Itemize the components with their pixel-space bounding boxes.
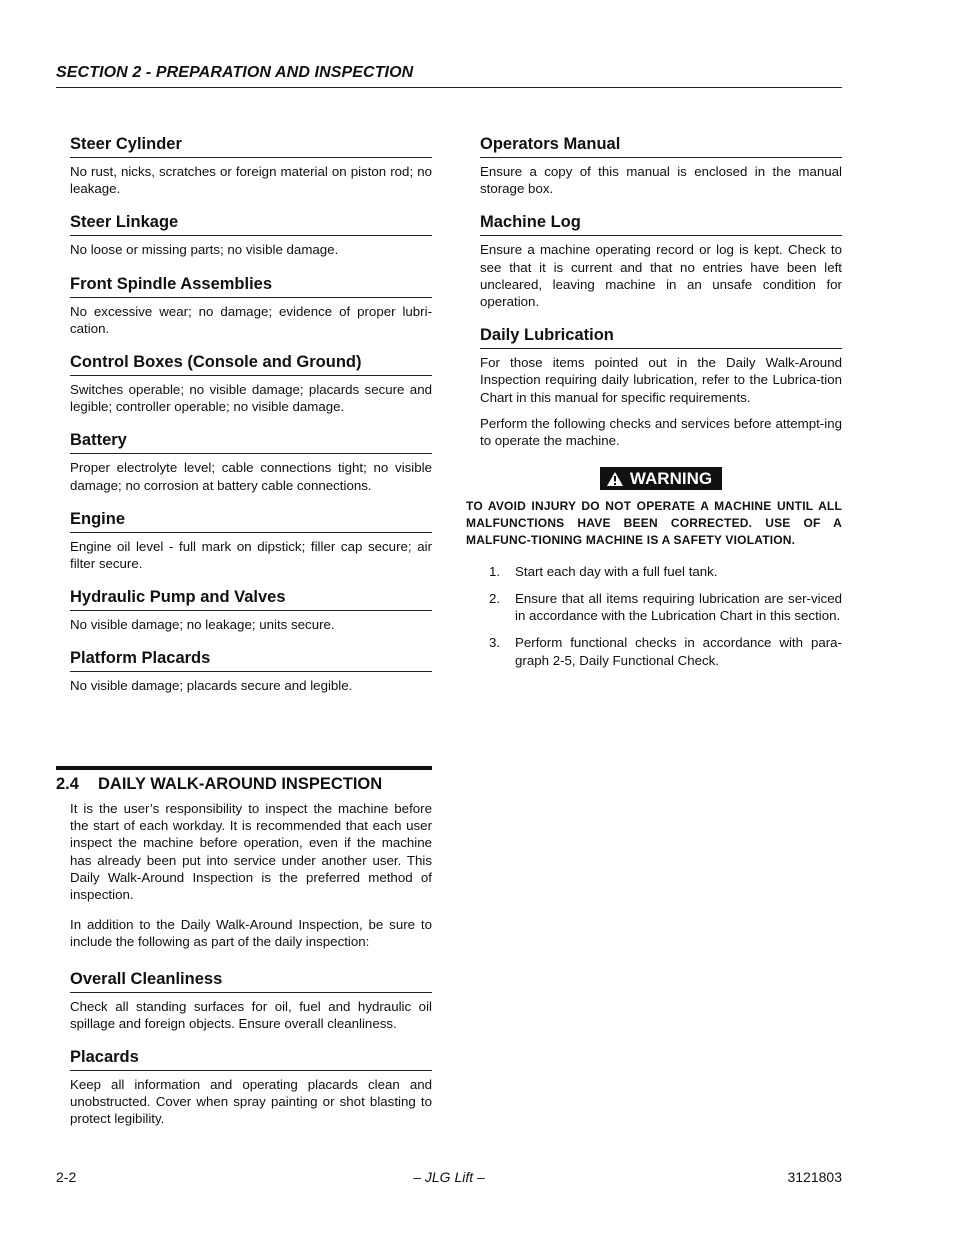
text-operators-manual: Ensure a copy of this manual is enclosed in the manual storage box. [480, 164, 842, 197]
heading-platform-placards: Platform Placards [70, 648, 432, 672]
left-column [70, 134, 432, 695]
item-control-boxes [70, 352, 432, 415]
list-item [480, 634, 842, 668]
heading-hydraulic-pump: Hydraulic Pump and Valves [70, 587, 432, 611]
footer-brand: – JLG Lift – [413, 1169, 485, 1185]
text-steer-cylinder: No rust, nicks, scratches or foreign material on piston rod; no leakage. [70, 164, 432, 197]
text-control-boxes: Switches operable; no visible damage; placards secure and legible; controller operable; no visible damage. [70, 382, 432, 415]
list-item-text: Start each day with a full fuel tank. [515, 563, 718, 579]
text-overall-cleanliness: Check all standing surfaces for oil, fuel and hydraulic oil spillage and foreign objects. Ensure overall cleanliness. [70, 998, 432, 1031]
item-daily-lubrication [480, 325, 842, 449]
warning-label: WARNING [629, 469, 713, 489]
heading-control-boxes: Control Boxes (Console and Ground) [70, 352, 432, 376]
heading-engine: Engine [70, 509, 432, 533]
section-2-4-heading [56, 766, 432, 795]
heading-daily-lubrication: Daily Lubrication [480, 325, 842, 349]
heading-battery: Battery [70, 430, 432, 454]
item-machine-log [480, 212, 842, 310]
item-steer-linkage [70, 212, 432, 258]
heading-steer-linkage: Steer Linkage [70, 212, 432, 236]
section-2-4-para2: In addition to the Daily Walk-Around Inspection, be sure to include the following as part of the daily inspection: [70, 917, 432, 950]
document-number: 3121803 [787, 1169, 842, 1185]
list-item-number: 2. [489, 590, 501, 606]
page-number: 2-2 [56, 1169, 77, 1185]
section-2-4-body [70, 800, 432, 1128]
item-overall-cleanliness [70, 969, 432, 1032]
heading-placards: Placards [70, 1047, 432, 1071]
list-item [480, 563, 842, 580]
text-steer-linkage: No loose or missing parts; no visible damage. [70, 242, 339, 258]
page-footer [56, 1169, 842, 1189]
right-column [466, 134, 842, 679]
section-2-4-para1: It is the user’s responsibility to inspect the machine before the start of each workday. It is recommended that each user inspect the machine before operation, even if the machine has already been put into service under another user. This Daily Walk-Around Inspection is the preferred method of inspection. [70, 801, 432, 903]
list-item-text: Ensure that all items requiring lubrication are ser-viced in accordance with the Lubrication Chart in this section. [515, 590, 842, 624]
heading-operators-manual: Operators Manual [480, 134, 842, 158]
list-item [480, 590, 842, 624]
heading-steer-cylinder: Steer Cylinder [70, 134, 432, 158]
heading-machine-log: Machine Log [480, 212, 842, 236]
warning-text: TO AVOID INJURY DO NOT OPERATE A MACHINE UNTIL ALL MALFUNCTIONS HAVE BEEN CORRECTED. USE OF A MALFUNC-TIONING MACHINE IS A SAFETY VIOLATION. [466, 498, 842, 547]
item-front-spindle [70, 274, 432, 337]
list-item-text: Perform functional checks in accordance with para-graph 2-5, Daily Functional Check. [515, 635, 842, 668]
warning-badge [600, 467, 722, 490]
text-daily-lubrication-2: Perform the following checks and services before attempt-ing to operate the machine. [480, 415, 842, 449]
text-placards: Keep all information and operating placards clean and unobstructed. Cover when spray painting or shot blasting to protect legibility. [70, 1077, 432, 1127]
heading-front-spindle: Front Spindle Assemblies [70, 274, 432, 298]
heading-overall-cleanliness: Overall Cleanliness [70, 969, 432, 993]
warning-block [480, 467, 842, 492]
text-engine: Engine oil level - full mark on dipstick; filler cap secure; air filter secure. [70, 538, 432, 572]
item-battery [70, 430, 432, 493]
list-item-number: 3. [489, 635, 501, 651]
item-hydraulic-pump [70, 587, 432, 633]
text-front-spindle: No excessive wear; no damage; evidence of proper lubri-cation. [70, 303, 432, 336]
text-daily-lubrication-1: For those items pointed out in the Daily Walk-Around Inspection requiring daily lubrication, refer to the Lubrica-tion Chart in this manual for specific requirements. [480, 355, 842, 405]
item-placards [70, 1047, 432, 1128]
item-steer-cylinder [70, 134, 432, 197]
item-operators-manual [480, 134, 842, 197]
warning-triangle-icon [606, 471, 624, 487]
text-battery: Proper electrolyte level; cable connections tight; no visible damage; no corrosion at battery cable connections. [70, 460, 432, 493]
item-platform-placards [70, 648, 432, 694]
text-platform-placards: No visible damage; placards secure and legible. [70, 678, 353, 694]
section-header: SECTION 2 - PREPARATION AND INSPECTION [56, 64, 842, 88]
section-title: DAILY WALK-AROUND INSPECTION [98, 775, 383, 793]
item-engine [70, 509, 432, 572]
section-number: 2.4 [56, 775, 79, 793]
text-machine-log: Ensure a machine operating record or log is kept. Check to see that it is current and that no entries have been left uncleared, leaving machine in an unsafe condition for operation. [480, 242, 842, 310]
text-hydraulic-pump: No visible damage; no leakage; units secure. [70, 617, 335, 633]
list-item-number: 1. [489, 563, 501, 579]
checklist [480, 563, 842, 669]
